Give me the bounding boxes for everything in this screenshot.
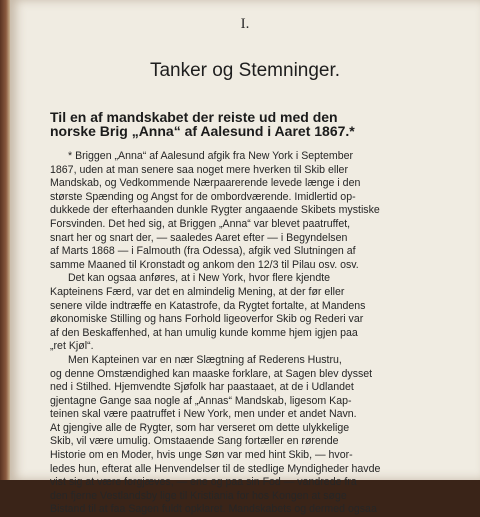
section-heading — [50, 108, 480, 139]
body-text-line: og denne Omstændighed kan maaske forklare, at Sagen blev dysset — [50, 367, 373, 380]
body-text-line: Men Kapteinen var en nær Slægtning af Rederens Hustru, — [68, 353, 342, 366]
book-binding-edge — [0, 0, 10, 480]
body-text-line: Kapteinens Færd, var det en almindelig Mening, at der før eller — [50, 285, 345, 298]
body-text-line: vist sig at være forgjæves, — ene og paa sin Fod — vandrede fra — [50, 476, 357, 489]
body-text-line: snart her og snart der, — saaledes Aaret efter — i Begyndelsen — [50, 231, 348, 244]
body-text-line: teinen skal være paatruffet i New York, men under et andet Navn. — [50, 408, 357, 421]
body-text-line: ned i Stilhed. Hjemvendte Sjøfolk har paastaaet, at de i Udlandet — [50, 381, 354, 394]
body-text-line: dukkede der efterhaanden dunkle Rygter angaaende Skibets mystiske — [50, 204, 380, 217]
body-text-line: af den Beskaffenhed, at han umulig kunde komme hjem igjen paa — [50, 326, 358, 339]
body-text-line: gjentagne Gange saa nogle af „Annas“ Mandskab, ligesom Kap- — [50, 394, 352, 407]
body-text-line: * Briggen „Anna“ af Aalesund afgik fra New York i September — [68, 150, 354, 162]
chapter-title: Tanker og Stemninger. — [149, 60, 341, 81]
body-text — [50, 150, 476, 517]
body-text-line: den fjerne Vestlandsby lige til Kristiania for hos Kongen at søge — [50, 489, 347, 502]
body-text-line: Historie om en Moder, hvis unge Søn var med hint Skib, — hvor- — [50, 449, 353, 462]
body-text-line: senere vilde indtræffe en Katastrofe, da Rygtet fortalte, at Mandens — [50, 299, 366, 312]
body-text-line: Bistand til at faa Sagen fuldt opklaret. Mandskabets og dermed ogsaa — [50, 503, 377, 516]
section-heading-line: Til en af mandskabet der reiste ud med den — [50, 109, 338, 125]
book-page — [10, 0, 480, 516]
body-text-line: ledes hun, efterat alle Henvendelser til de stedlige Myndigheder havde — [50, 462, 381, 475]
body-text-line: af Marts 1868 — i Falmouth (fra Odessa), afgik ved Slutningen af — [50, 245, 356, 258]
body-text-line: Skib, vil være umulig. Omstaaende Sang fortæller en rørende — [50, 435, 339, 448]
body-text-line: „ret Kjøl“. — [50, 340, 94, 353]
body-text-line: Forsvinden. Det hed sig, at Briggen „Anna“ var blevet paatruffet, — [50, 217, 351, 230]
body-text-line: samme Maaned til Kronstadt og ankom den 12/3 til Pilau osv. osv. — [50, 258, 359, 271]
body-text-line: 1867, uden at man senere saa noget mere hverken til Skib eller — [50, 163, 348, 176]
body-text-line: Det kan ogsaa anføres, at i New York, hvor flere kjendte — [68, 272, 331, 285]
body-text-line: Mandskab, og Vedkommende Nærpaarerende levede længe i den — [50, 177, 361, 190]
body-text-line: At gjengive alle de Rygter, som har verseret om dette ulykkelige — [50, 421, 350, 434]
section-heading-line: norske Brig „Anna“ af Aalesund i Aaret 1867.* — [50, 122, 355, 139]
body-text-line: største Spænding og Angst for de ombordværende. Imidlertid op- — [50, 190, 356, 203]
chapter-numeral: I. — [240, 16, 250, 32]
body-text-line: økonomiske Stilling og hans Forhold ligeoverfor Skib og Rederi var — [50, 313, 364, 326]
